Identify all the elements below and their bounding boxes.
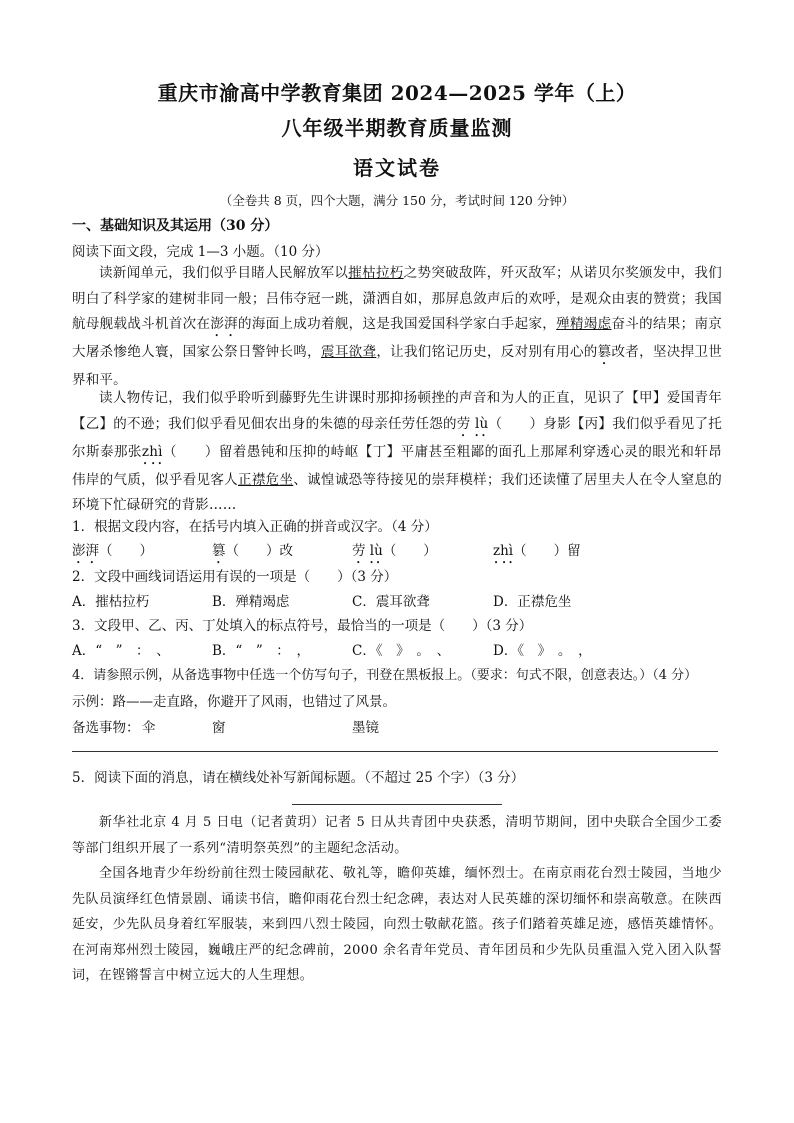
reading-passage-1 bbox=[72, 261, 722, 394]
question-3-options bbox=[72, 639, 722, 659]
dotted-word: 澎湃 bbox=[210, 316, 238, 332]
q1-suffix: 改 bbox=[279, 543, 293, 559]
option-c[interactable]: C．震耳欲聋 bbox=[352, 594, 430, 610]
underlined-word: 摧枯拉朽 bbox=[348, 265, 404, 281]
section-heading: 一、基础知识及其运用（30 分） bbox=[72, 218, 279, 234]
question-2-options bbox=[72, 590, 722, 610]
answer-blank[interactable]: （ ） bbox=[382, 543, 437, 559]
dotted-word: zhì bbox=[141, 443, 163, 460]
question-1-items bbox=[72, 539, 722, 559]
answer-blank[interactable]: （ ） bbox=[225, 543, 280, 559]
underlined-word: 正襟危坐 bbox=[238, 471, 294, 488]
passage-text: ，让我们铭记历史，反对别有用心的 bbox=[376, 344, 598, 360]
q1-word: 篡 bbox=[212, 543, 226, 559]
exam-title-school: 重庆市渝高中学教育集团 2024—2025 学年（上） bbox=[157, 81, 637, 105]
option-d[interactable]: D．正襟危坐 bbox=[493, 594, 572, 610]
q1-suffix: 留 bbox=[567, 543, 581, 559]
reading-instruction: 阅读下面文段，完成 1—3 小题。（10 分） bbox=[72, 244, 329, 260]
question-4-example: 示例：路——走直路，你避开了风雨，也错过了风景。 bbox=[72, 694, 396, 710]
passage-text: 读新闻单元，我们似乎目睹人民解放军以 bbox=[99, 265, 349, 281]
passage-text: 之势突破敌阵，歼灭敌军；从诺贝尔奖颁发中，我们明白了科学家的建树非同一般；吕伟夺冠一跳，潇洒自如，那屏息敛声后的欢呼，是观众由衷的赞赏；我国航母舰载战斗机首次在 bbox=[72, 265, 722, 332]
underlined-word: 殚精竭虑 bbox=[556, 316, 612, 332]
dotted-word: 篡 bbox=[597, 344, 612, 360]
q1-item bbox=[72, 539, 153, 567]
passage-text: 改者，坚决捍卫世界和平。 bbox=[72, 344, 722, 388]
q1-word: zhì bbox=[493, 543, 514, 559]
question-5-stem: 5．阅读下面的消息，请在横线处补写新闻标题。（不超过 25 个字）（3 分） bbox=[72, 770, 525, 786]
headline-blank[interactable] bbox=[292, 804, 502, 805]
passage-text: 奋斗的结果；南京大屠杀惨绝人寰，国家公祭日警钟长鸣， bbox=[72, 316, 722, 360]
choice-umbrella: 伞 bbox=[142, 720, 156, 736]
answer-blank[interactable]: （ ） bbox=[513, 543, 568, 559]
question-4-choices bbox=[72, 716, 722, 736]
option-a[interactable]: A．摧枯拉朽 bbox=[72, 594, 150, 610]
q1-item bbox=[212, 539, 293, 567]
q1-item bbox=[352, 539, 437, 567]
reading-passage-2 bbox=[72, 386, 722, 519]
option-a[interactable]: A．“ ” ： 、 bbox=[72, 643, 170, 659]
passage-text: （ ）留着愚钝和压抑的峙岖【丁】平庸甚至粗鄙的面孔上那犀利穿透心灵的眼光和轩昂伟岸的气质，似乎看见客人 bbox=[72, 443, 723, 488]
answer-blank[interactable]: （ ） bbox=[99, 543, 153, 559]
choice-sunglasses: 墨镜 bbox=[352, 720, 379, 736]
option-b[interactable]: B．“ ” ： ， bbox=[212, 643, 310, 659]
question-1-stem: 1．根据文段内容，在括号内填入正确的拼音或汉字。（4 分） bbox=[72, 519, 438, 535]
dotted-word: 劳 lù bbox=[456, 415, 489, 432]
option-c[interactable]: C．《 》 。 、 bbox=[352, 643, 451, 659]
choice-window: 窗 bbox=[212, 720, 226, 736]
exam-title-subject: 语文试卷 bbox=[353, 156, 441, 180]
choices-label: 备选事物： bbox=[72, 720, 140, 736]
underlined-word: 震耳欲聋 bbox=[320, 344, 377, 360]
exam-meta: （全卷共 8 页，四个大题，满分 150 分，考试时间 120 分钟） bbox=[219, 193, 575, 208]
option-b[interactable]: B．殚精竭虑 bbox=[212, 594, 290, 610]
answer-line[interactable] bbox=[72, 751, 718, 752]
option-d[interactable]: D．《 》 。 ， bbox=[493, 643, 592, 659]
question-4-stem: 4．请参照示例，从备选事物中任选一个仿写句子，刊登在黑板报上。（要求：句式不限，创意表达。）（4 分） bbox=[72, 668, 698, 683]
passage-text: 读人物传记，我们似乎聆听到藤野先生讲课时那抑扬顿挫的声音和为人的正直，见识了【甲】爱国青年【乙】的不逊；我们似乎看见佃农出身的朱德的母亲任劳任怨的 bbox=[72, 390, 722, 432]
q1-item bbox=[493, 539, 581, 567]
q1-word: 劳 lù bbox=[352, 543, 383, 559]
passage-text: 、诚惶诚恐等待接见的崇拜模样；我们还读懂了居里夫人在令人窒息的环境下忙碌研究的背影…… bbox=[72, 471, 723, 513]
news-paragraph-1: 新华社北京 4 月 5 日电（记者黄玥）记者 5 日从共青团中央获悉，清明节期间，团中央联合全国少工委等部门组织开展了一系列“清明祭英烈”的主题纪念活动。 bbox=[72, 815, 722, 856]
q1-word: 澎湃 bbox=[72, 543, 99, 559]
question-2-stem: 2．文段中画线词语运用有误的一项是（ ）（3 分） bbox=[72, 569, 398, 585]
news-paragraph-2: 全国各地青少年纷纷前往烈士陵园献花、敬礼等，瞻仰英雄，缅怀烈士。在南京雨花台烈士陵园，当地少先队员演绎红色情景剧、诵读书信，瞻仰雨花台烈士纪念碑，表达对人民英雄的深切缅怀和崇高敬意。在陕西延安，少先队员身着红军服装，来到四八烈士陵园，向烈士敬献花篮。孩子们踏着英雄足迹，感悟英雄情怀。在河南郑州烈士陵园，巍峨庄严的纪念碑前，2000 余名青年党员、青年团员和少先队员重温入党入团入队誓词，在铿锵誓言中树立远大的人生理想。 bbox=[72, 866, 722, 983]
exam-title-grade: 八年级半期教育质量监测 bbox=[281, 116, 513, 140]
question-3-stem: 3．文段甲、乙、丙、丁处填入的标点符号，最恰当的一项是（ ）（3 分） bbox=[72, 618, 533, 634]
passage-text: 的海面上成功着舰，这是我国爱国科学家白手起家， bbox=[238, 316, 557, 332]
passage-text: （ ）身影【丙】我们似乎看见了托尔斯泰那张 bbox=[72, 415, 722, 460]
